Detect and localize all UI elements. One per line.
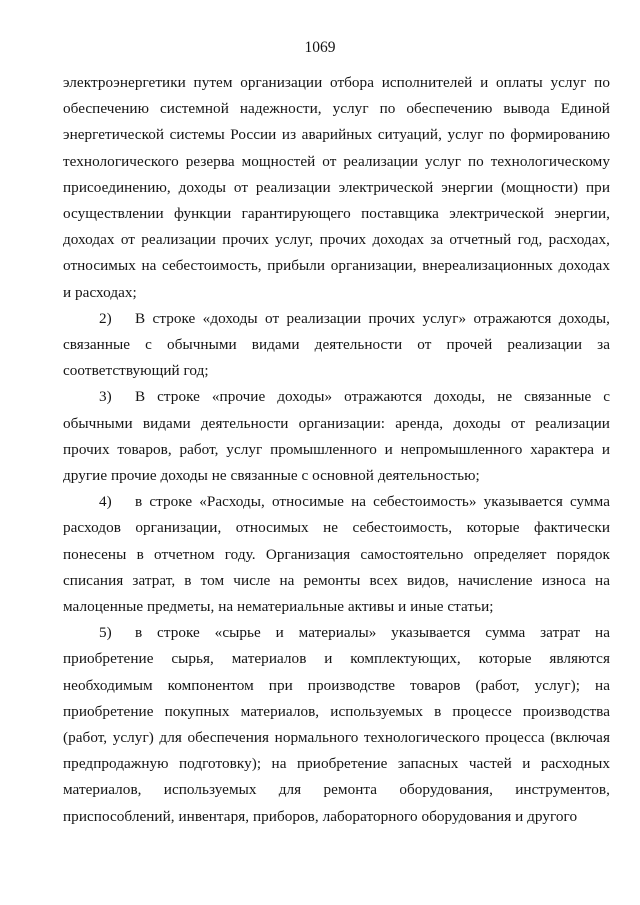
item-number: 2) bbox=[99, 309, 112, 327]
item-number: 3) bbox=[99, 388, 112, 406]
paragraph-text: электроэнергетики путем организации отбора исполнителей и оплаты услуг по обеспечению системной надежности, услуг по обеспечению вывода Единой энергетической системы России из аварийных ситуаций, услуг по формированию технологического резерва мощностей от реализации услуг по технологическому присоединению, доходы от реализации электрической энергии (мощности) при осуществлении функции гарантирующего поставщика электрической энергии, доходах от реализации прочих услуг, прочих доходах за отчетный год, расходах, относимых на себестоимость, прибыли организации, внереализационных доходах и расходах; bbox=[63, 74, 610, 301]
item-number: 4) bbox=[99, 493, 112, 511]
paragraph-text: В строке «прочие доходы» отражаются доходы, не связанные с обычными видами деятельности организации: аренда, доходы от реализации прочих товаров, работ, услуг промышленного и непромышленного характера и другие прочие доходы не связанные с основной деятельностью; bbox=[63, 388, 610, 485]
item-number: 5) bbox=[99, 624, 112, 642]
paragraph-text: в строке «сырье и материалы» указывается сумма затрат на приобретение сырья, материалов и комплектующих, которые являются необходимым компонентом при производстве товаров (работ, услуг); на приобретение покупных материалов, используемых в процессе производства (работ, услуг) для обеспечения нормального технологического процесса (включая предпродажную подготовку); на приобретение запасных частей и расходных материалов, используемых для ремонта оборудования, инструментов, приспособлений, инвентаря, приборов, лабораторного оборудования и другого bbox=[63, 624, 610, 825]
paragraph-item-5 bbox=[63, 620, 610, 830]
paragraph-item-4 bbox=[63, 489, 610, 620]
paragraph-item-2 bbox=[63, 306, 610, 385]
paragraph-text: В строке «доходы от реализации прочих услуг» отражаются доходы, связанные с обычными видами деятельности от прочей реализации за соответствующий год; bbox=[63, 309, 610, 380]
paragraph-text: в строке «Расходы, относимые на себестоимость» указывается сумма расходов организации, относимых не себестоимость, которые фактически понесены в отчетном году. Организация самостоятельно определяет порядок списания затрат, в том числе на ремонты всех видов, начисление износа на малоценные предметы, на нематериальные активы и иные статьи; bbox=[63, 493, 610, 616]
paragraph-continuation bbox=[63, 70, 610, 306]
document-body bbox=[63, 70, 610, 830]
paragraph-item-3 bbox=[63, 384, 610, 489]
page-number: 1069 bbox=[304, 39, 336, 56]
